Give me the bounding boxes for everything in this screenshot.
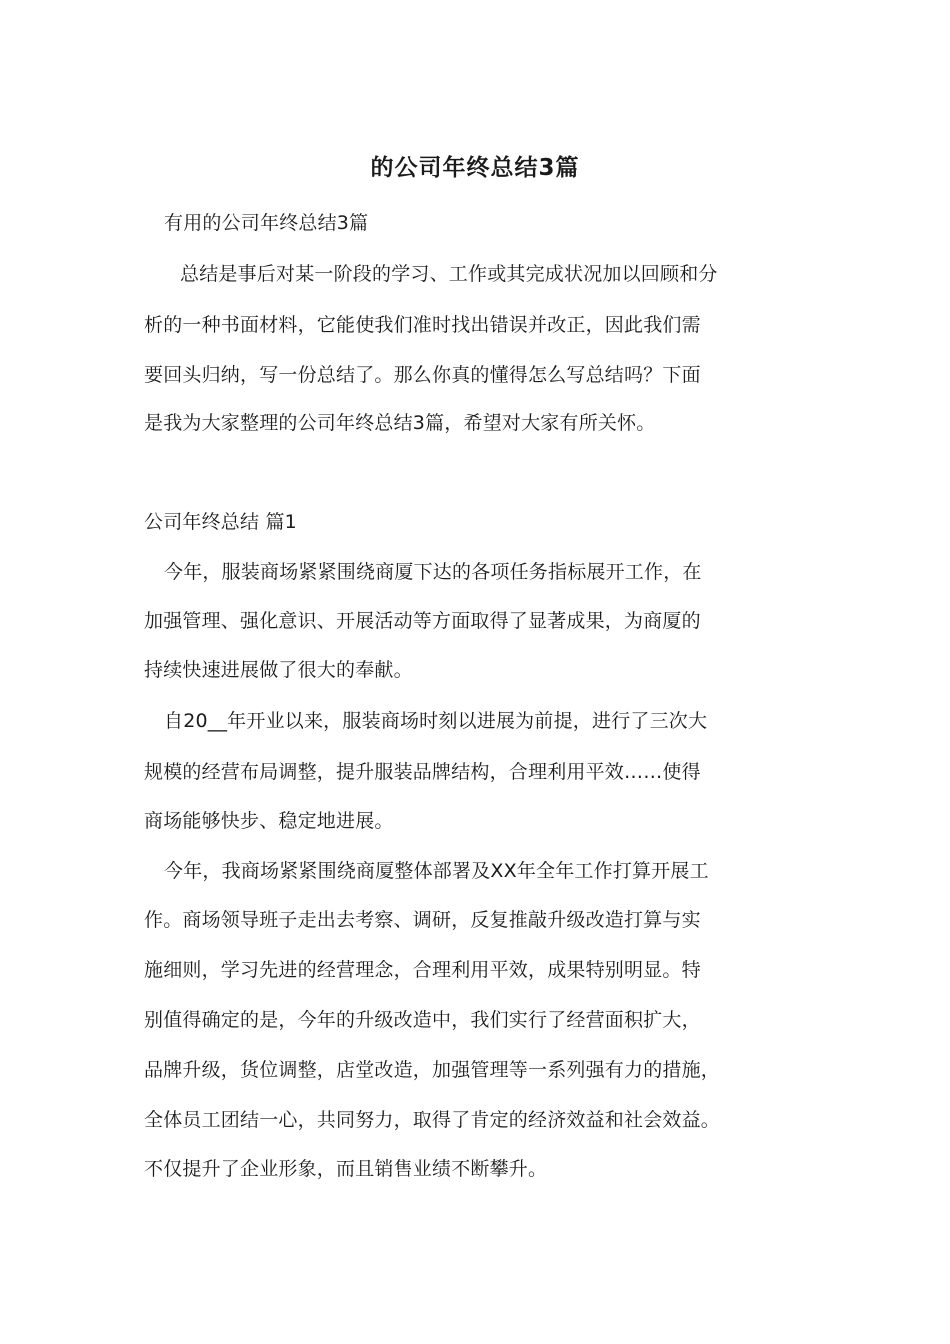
paragraph-line: 全体员工团结一心，共同努力，取得了肯定的经济效益和社会效益。 (144, 1109, 721, 1131)
subtitle: 有用的公司年终总结3篇 (164, 212, 369, 234)
paragraph-line: 自20__年开业以来，服装商场时刻以进展为前提，进行了三次大 (164, 710, 708, 732)
intro-line: 析的一种书面材料，它能使我们准时找出错误并改正，因此我们需 (144, 314, 701, 336)
paragraph-line: 不仅提升了企业形象，而且销售业绩不断攀升。 (144, 1158, 548, 1180)
intro-line: 总结是事后对某一阶段的学习、工作或其完成状况加以回顾和分 (180, 263, 718, 285)
intro-line: 是我为大家整理的公司年终总结3篇，希望对大家有所关怀。 (144, 412, 656, 434)
paragraph-line: 商场能够快步、稳定地进展。 (144, 810, 394, 832)
section-heading: 公司年终总结 篇1 (144, 511, 297, 533)
paragraph-line: 持续快速进展做了很大的奉献。 (144, 659, 413, 681)
paragraph-line: 品牌升级，货位调整，店堂改造，加强管理等一系列强有力的措施， (144, 1059, 721, 1081)
paragraph-line: 加强管理、强化意识、开展活动等方面取得了显著成果，为商厦的 (144, 610, 701, 632)
paragraph-line: 施细则，学习先进的经营理念，合理利用平效，成果特别明显。特 (144, 959, 701, 981)
paragraph-line: 规模的经营布局调整，提升服装品牌结构，合理利用平效……使得 (144, 761, 701, 783)
paragraph-line: 作。商场领导班子走出去考察、调研，反复推敲升级改造打算与实 (144, 909, 701, 931)
document-title: 的公司年终总结3篇 (370, 155, 580, 181)
paragraph-line: 今年，服装商场紧紧围绕商厦下达的各项任务指标展开工作，在 (164, 561, 702, 583)
paragraph-line: 今年，我商场紧紧围绕商厦整体部署及XX年全年工作打算开展工 (164, 860, 709, 882)
paragraph-line: 别值得确定的是，今年的升级改造中，我们实行了经营面积扩大， (144, 1009, 701, 1031)
intro-line: 要回头归纳，写一份总结了。那么你真的懂得怎么写总结吗？下面 (144, 364, 701, 386)
